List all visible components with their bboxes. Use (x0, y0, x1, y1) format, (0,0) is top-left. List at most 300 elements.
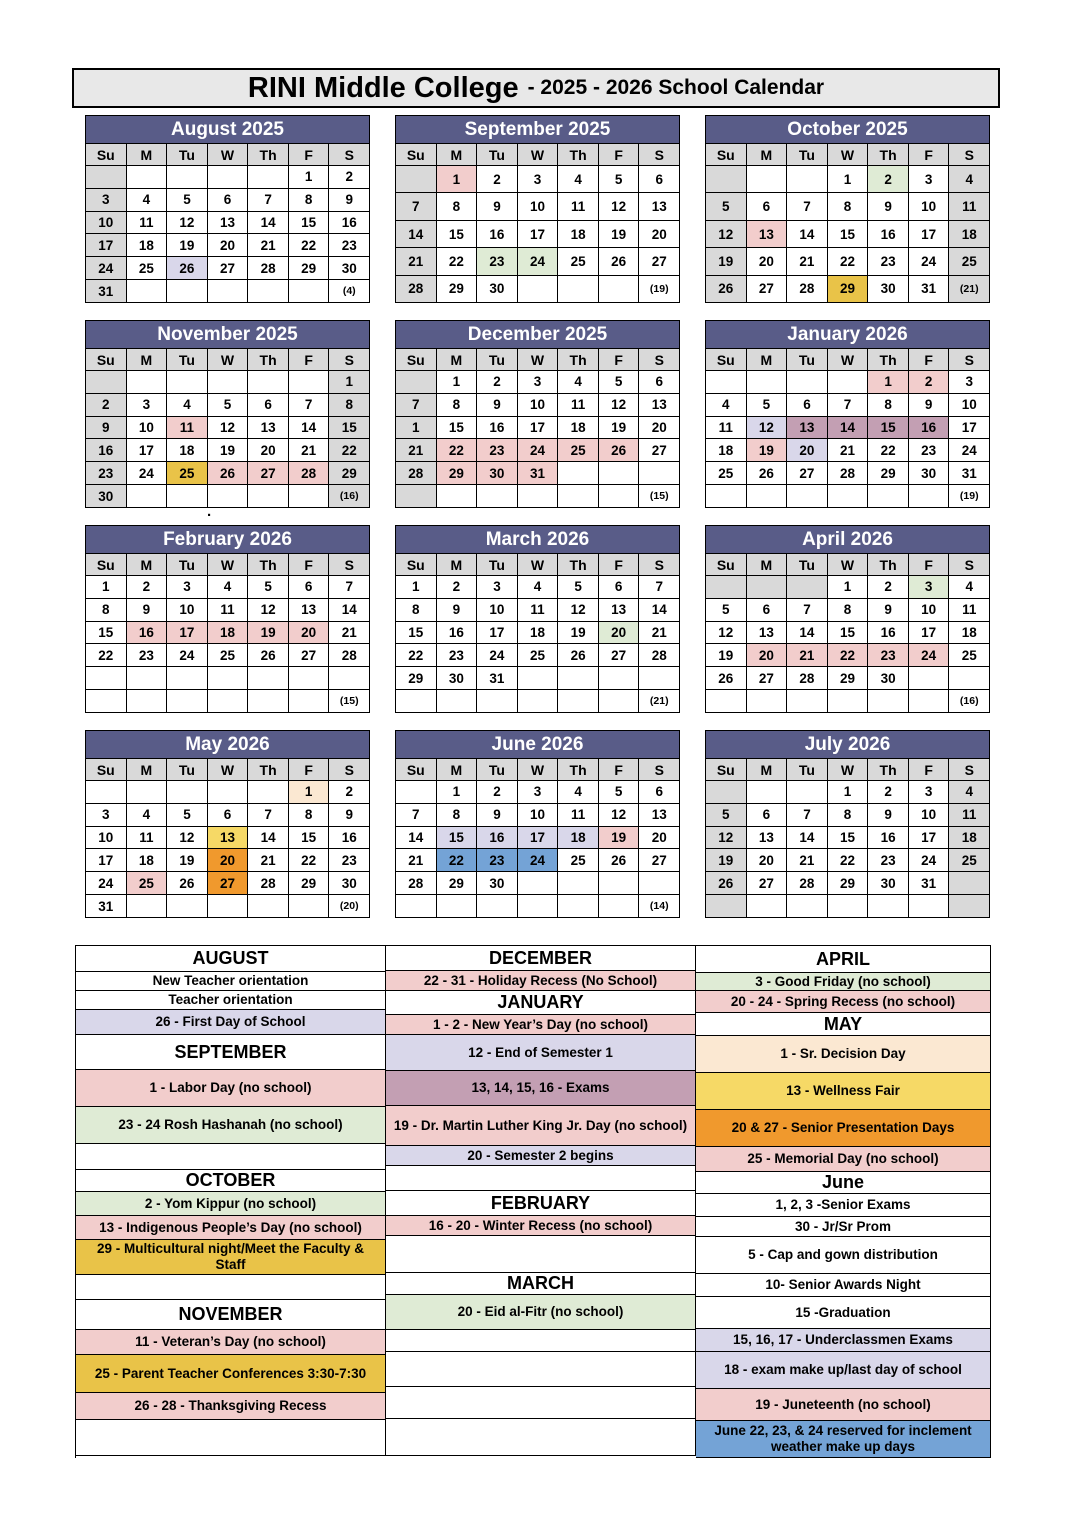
weekday-header: F (599, 144, 640, 166)
empty-day-cell (706, 781, 747, 804)
month-title: December 2025 (396, 321, 680, 349)
day-2: 2 (437, 576, 478, 599)
empty-day-cell (558, 872, 599, 895)
day-13: 13 (599, 599, 640, 622)
empty-day-cell (706, 485, 747, 508)
empty-day-cell (396, 690, 437, 713)
day-21: 21 (396, 849, 437, 872)
day-24: 24 (86, 872, 127, 895)
day-22: 22 (437, 849, 478, 872)
day-25: 25 (558, 248, 599, 275)
empty-day-cell (868, 485, 909, 508)
day-3: 3 (86, 804, 127, 827)
legend-table (75, 945, 991, 1458)
day-1: 1 (437, 371, 478, 394)
empty-day-cell (518, 276, 559, 303)
weekday-header: W (828, 349, 869, 371)
legend-blank-row (386, 1236, 696, 1273)
day-5: 5 (248, 576, 289, 599)
empty-day-cell (747, 781, 788, 804)
week-row (706, 485, 990, 508)
day-26: 26 (558, 644, 599, 667)
empty-day-cell (909, 895, 950, 918)
day-2: 2 (127, 576, 168, 599)
weekday-header: Th (558, 759, 599, 781)
week-row (706, 193, 990, 220)
day-22: 22 (396, 644, 437, 667)
day-16: 16 (127, 622, 168, 645)
day-5: 5 (599, 781, 640, 804)
weekday-header: F (289, 759, 330, 781)
weekday-header-row (86, 144, 370, 166)
empty-day-cell (828, 371, 869, 394)
day-17: 17 (909, 622, 950, 645)
day-28: 28 (329, 644, 370, 667)
weekday-header: Th (868, 349, 909, 371)
empty-day-cell (599, 667, 640, 690)
empty-day-cell (86, 667, 127, 690)
empty-day-cell (639, 462, 680, 485)
empty-day-cell (599, 462, 640, 485)
week-row (86, 212, 370, 235)
day-11: 11 (706, 417, 747, 440)
month-november-2025 (85, 320, 370, 508)
legend-event: 1 - Sr. Decision Day (696, 1036, 991, 1073)
week-row (86, 417, 370, 440)
day-25: 25 (127, 872, 168, 895)
day-3: 3 (518, 781, 559, 804)
day-19: 19 (706, 849, 747, 872)
day-19: 19 (248, 622, 289, 645)
day-4: 4 (127, 804, 168, 827)
day-21: 21 (248, 234, 289, 257)
legend-event: 26 - 28 - Thanksgiving Recess (76, 1393, 386, 1420)
day-1: 1 (329, 371, 370, 394)
weekday-header: W (828, 759, 869, 781)
day-22: 22 (868, 439, 909, 462)
day-30: 30 (868, 872, 909, 895)
day-1: 1 (828, 166, 869, 193)
week-row (396, 644, 680, 667)
day-29: 29 (329, 462, 370, 485)
empty-day-cell (787, 690, 828, 713)
day-16: 16 (909, 417, 950, 440)
day-5: 5 (599, 166, 640, 193)
day-6: 6 (248, 394, 289, 417)
month-june-2026 (395, 730, 680, 918)
day-16: 16 (868, 622, 909, 645)
weekday-header: M (127, 759, 168, 781)
weekday-header: F (909, 554, 950, 576)
day-28: 28 (787, 667, 828, 690)
empty-day-cell (949, 872, 990, 895)
day-11: 11 (167, 417, 208, 440)
day-22: 22 (437, 439, 478, 462)
weekday-header: Su (396, 554, 437, 576)
day-17: 17 (909, 221, 950, 248)
day-29: 29 (868, 462, 909, 485)
day-29: 29 (828, 667, 869, 690)
weekday-header: Su (706, 144, 747, 166)
day-23: 23 (329, 234, 370, 257)
day-19: 19 (747, 439, 788, 462)
day-22: 22 (828, 248, 869, 275)
empty-day-cell (208, 166, 249, 189)
day-21: 21 (828, 439, 869, 462)
month-title: February 2026 (86, 526, 370, 554)
week-row (86, 166, 370, 189)
day-25: 25 (949, 644, 990, 667)
empty-day-cell (706, 690, 747, 713)
day-11: 11 (949, 804, 990, 827)
day-18: 18 (127, 849, 168, 872)
weekday-header-row (396, 349, 680, 371)
week-row (86, 804, 370, 827)
day-6: 6 (289, 576, 330, 599)
day-10: 10 (86, 212, 127, 235)
day-8: 8 (289, 804, 330, 827)
day-15: 15 (828, 622, 869, 645)
day-9: 9 (329, 804, 370, 827)
weekday-header: Tu (167, 349, 208, 371)
weekday-header: W (828, 554, 869, 576)
day-27: 27 (747, 872, 788, 895)
day-1: 1 (396, 576, 437, 599)
weekday-header: Su (396, 144, 437, 166)
day-27: 27 (639, 849, 680, 872)
empty-day-cell (86, 690, 127, 713)
day-24: 24 (477, 644, 518, 667)
month-january-2026 (705, 320, 990, 508)
day-4: 4 (558, 371, 599, 394)
weekday-header: Th (868, 759, 909, 781)
empty-day-cell (329, 667, 370, 690)
weekday-header: Th (868, 144, 909, 166)
day-24: 24 (949, 439, 990, 462)
week-row (396, 462, 680, 485)
page-title: RINI Middle College (247, 71, 519, 104)
weekday-header-row (706, 349, 990, 371)
week-row (86, 234, 370, 257)
day-13: 13 (747, 827, 788, 850)
legend-event: 26 - First Day of School (76, 1010, 386, 1035)
week-row (706, 371, 990, 394)
empty-day-cell (248, 895, 289, 918)
months-grid (85, 115, 990, 918)
day-21: 21 (787, 248, 828, 275)
legend-blank-row (386, 1387, 696, 1419)
school-days-count: (20) (329, 895, 370, 918)
day-7: 7 (787, 804, 828, 827)
legend-event: 20 - Eid al-Fitr (no school) (386, 1295, 696, 1330)
week-row (396, 849, 680, 872)
day-20: 20 (747, 849, 788, 872)
day-26: 26 (599, 439, 640, 462)
empty-day-cell (706, 371, 747, 394)
day-17: 17 (477, 622, 518, 645)
day-27: 27 (639, 248, 680, 275)
day-9: 9 (437, 599, 478, 622)
empty-day-cell (599, 872, 640, 895)
empty-day-cell (787, 485, 828, 508)
day-29: 29 (437, 872, 478, 895)
school-days-count: (19) (639, 276, 680, 303)
day-20: 20 (248, 439, 289, 462)
month-title: August 2025 (86, 116, 370, 144)
weekday-header-row (86, 759, 370, 781)
week-row (86, 462, 370, 485)
empty-day-cell (747, 895, 788, 918)
weekday-header: Tu (167, 144, 208, 166)
legend-event: 2 - Yom Kippur (no school) (76, 1192, 386, 1216)
weekday-header: M (127, 144, 168, 166)
legend-blank-row (386, 1330, 696, 1352)
day-20: 20 (639, 827, 680, 850)
day-11: 11 (558, 193, 599, 220)
day-8: 8 (828, 193, 869, 220)
day-13: 13 (639, 804, 680, 827)
weekday-header: Th (558, 349, 599, 371)
day-29: 29 (289, 872, 330, 895)
week-row (706, 439, 990, 462)
legend-blank-row (386, 1419, 696, 1456)
day-8: 8 (828, 599, 869, 622)
empty-day-cell (558, 895, 599, 918)
weekday-header: S (639, 554, 680, 576)
day-15: 15 (329, 417, 370, 440)
day-19: 19 (599, 417, 640, 440)
weekday-header: W (518, 759, 559, 781)
day-17: 17 (86, 849, 127, 872)
weekday-header: F (599, 349, 640, 371)
day-8: 8 (396, 599, 437, 622)
day-30: 30 (437, 667, 478, 690)
day-18: 18 (558, 417, 599, 440)
week-row (396, 248, 680, 275)
day-4: 4 (949, 781, 990, 804)
week-row (396, 804, 680, 827)
day-7: 7 (639, 576, 680, 599)
day-18: 18 (949, 221, 990, 248)
legend-column-1 (76, 946, 386, 1458)
week-row (86, 189, 370, 212)
week-row (706, 248, 990, 275)
week-row (396, 576, 680, 599)
week-row (396, 371, 680, 394)
day-6: 6 (208, 804, 249, 827)
day-26: 26 (706, 872, 747, 895)
empty-day-cell (599, 276, 640, 303)
day-16: 16 (329, 827, 370, 850)
day-30: 30 (329, 872, 370, 895)
weekday-header: M (747, 144, 788, 166)
empty-day-cell (127, 280, 168, 303)
weekday-header-row (706, 144, 990, 166)
legend-month-header: NOVEMBER (76, 1300, 386, 1330)
empty-day-cell (477, 895, 518, 918)
day-13: 13 (248, 417, 289, 440)
empty-day-cell (706, 895, 747, 918)
day-22: 22 (828, 644, 869, 667)
legend-event: 19 - Dr. Martin Luther King Jr. Day (no school) (386, 1106, 696, 1146)
empty-day-cell (127, 781, 168, 804)
day-7: 7 (289, 394, 330, 417)
day-25: 25 (558, 849, 599, 872)
day-6: 6 (639, 371, 680, 394)
empty-day-cell (396, 781, 437, 804)
day-6: 6 (208, 189, 249, 212)
day-5: 5 (167, 189, 208, 212)
empty-day-cell (706, 576, 747, 599)
week-row (396, 622, 680, 645)
empty-day-cell (518, 667, 559, 690)
week-row (706, 804, 990, 827)
weekday-header: M (437, 759, 478, 781)
day-10: 10 (909, 193, 950, 220)
day-10: 10 (477, 599, 518, 622)
week-row (86, 371, 370, 394)
legend-event: 20 - Semester 2 begins (386, 1146, 696, 1166)
day-14: 14 (787, 221, 828, 248)
week-row (706, 599, 990, 622)
legend-blank-row (386, 1166, 696, 1191)
weekday-header: M (747, 349, 788, 371)
week-row (86, 622, 370, 645)
empty-day-cell (518, 872, 559, 895)
day-14: 14 (248, 212, 289, 235)
weekday-header: Su (706, 759, 747, 781)
day-12: 12 (248, 599, 289, 622)
month-may-2026 (85, 730, 370, 918)
week-row (706, 872, 990, 895)
legend-column-2 (386, 946, 696, 1458)
week-row (396, 599, 680, 622)
week-row (706, 576, 990, 599)
empty-day-cell (396, 371, 437, 394)
empty-day-cell (396, 895, 437, 918)
day-5: 5 (167, 804, 208, 827)
legend-event: June 22, 23, & 24 reserved for inclement weather make up days (696, 1421, 991, 1458)
day-13: 13 (747, 622, 788, 645)
weekday-header: Tu (787, 554, 828, 576)
empty-day-cell (747, 576, 788, 599)
legend-event: 20 & 27 - Senior Presentation Days (696, 1110, 991, 1147)
week-row (706, 849, 990, 872)
day-4: 4 (949, 166, 990, 193)
day-20: 20 (747, 248, 788, 275)
day-17: 17 (949, 417, 990, 440)
empty-day-cell (86, 166, 127, 189)
day-22: 22 (828, 849, 869, 872)
day-13: 13 (208, 827, 249, 850)
legend-month-header: APRIL (696, 946, 991, 973)
empty-day-cell (518, 690, 559, 713)
day-26: 26 (706, 667, 747, 690)
day-27: 27 (289, 644, 330, 667)
day-2: 2 (477, 166, 518, 193)
empty-day-cell (909, 667, 950, 690)
empty-day-cell (208, 781, 249, 804)
day-28: 28 (396, 462, 437, 485)
day-19: 19 (706, 644, 747, 667)
legend-month-header: June (696, 1172, 991, 1194)
empty-day-cell (208, 371, 249, 394)
day-2: 2 (477, 781, 518, 804)
day-12: 12 (558, 599, 599, 622)
day-16: 16 (437, 622, 478, 645)
week-row (396, 895, 680, 918)
month-april-2026 (705, 525, 990, 713)
empty-day-cell (248, 166, 289, 189)
day-9: 9 (329, 189, 370, 212)
month-title: May 2026 (86, 731, 370, 759)
day-28: 28 (396, 276, 437, 303)
day-2: 2 (329, 166, 370, 189)
week-row (86, 690, 370, 713)
day-3: 3 (477, 576, 518, 599)
week-row (86, 644, 370, 667)
day-24: 24 (127, 462, 168, 485)
day-18: 18 (167, 439, 208, 462)
legend-event: 15, 16, 17 - Underclassmen Exams (696, 1329, 991, 1352)
week-row (706, 667, 990, 690)
day-11: 11 (518, 599, 559, 622)
day-19: 19 (706, 248, 747, 275)
day-29: 29 (828, 276, 869, 303)
day-25: 25 (167, 462, 208, 485)
empty-day-cell (949, 895, 990, 918)
day-24: 24 (909, 644, 950, 667)
day-27: 27 (787, 462, 828, 485)
weekday-header: F (599, 554, 640, 576)
weekday-header: Tu (167, 759, 208, 781)
day-16: 16 (477, 221, 518, 248)
day-20: 20 (747, 644, 788, 667)
day-27: 27 (599, 644, 640, 667)
day-2: 2 (868, 166, 909, 193)
day-3: 3 (909, 781, 950, 804)
day-20: 20 (289, 622, 330, 645)
empty-day-cell (167, 781, 208, 804)
day-14: 14 (828, 417, 869, 440)
day-21: 21 (396, 439, 437, 462)
legend-blank-row (386, 1352, 696, 1387)
school-days-count: (15) (639, 485, 680, 508)
day-6: 6 (747, 804, 788, 827)
day-3: 3 (518, 371, 559, 394)
day-8: 8 (289, 189, 330, 212)
weekday-header: W (208, 554, 249, 576)
legend-month-header: FEBRUARY (386, 1191, 696, 1216)
day-5: 5 (706, 804, 747, 827)
legend-event: 12 - End of Semester 1 (386, 1035, 696, 1071)
day-23: 23 (437, 644, 478, 667)
day-14: 14 (639, 599, 680, 622)
day-30: 30 (477, 276, 518, 303)
day-22: 22 (289, 849, 330, 872)
empty-day-cell (787, 895, 828, 918)
legend-event: 16 - 20 - Winter Recess (no school) (386, 1216, 696, 1236)
legend-column-3 (696, 946, 991, 1458)
legend-event: 29 - Multicultural night/Meet the Faculty & Staff (76, 1240, 386, 1275)
empty-day-cell (828, 895, 869, 918)
day-27: 27 (639, 439, 680, 462)
day-25: 25 (706, 462, 747, 485)
day-19: 19 (599, 221, 640, 248)
day-25: 25 (949, 849, 990, 872)
day-3: 3 (909, 576, 950, 599)
legend-blank-row (76, 1275, 386, 1300)
